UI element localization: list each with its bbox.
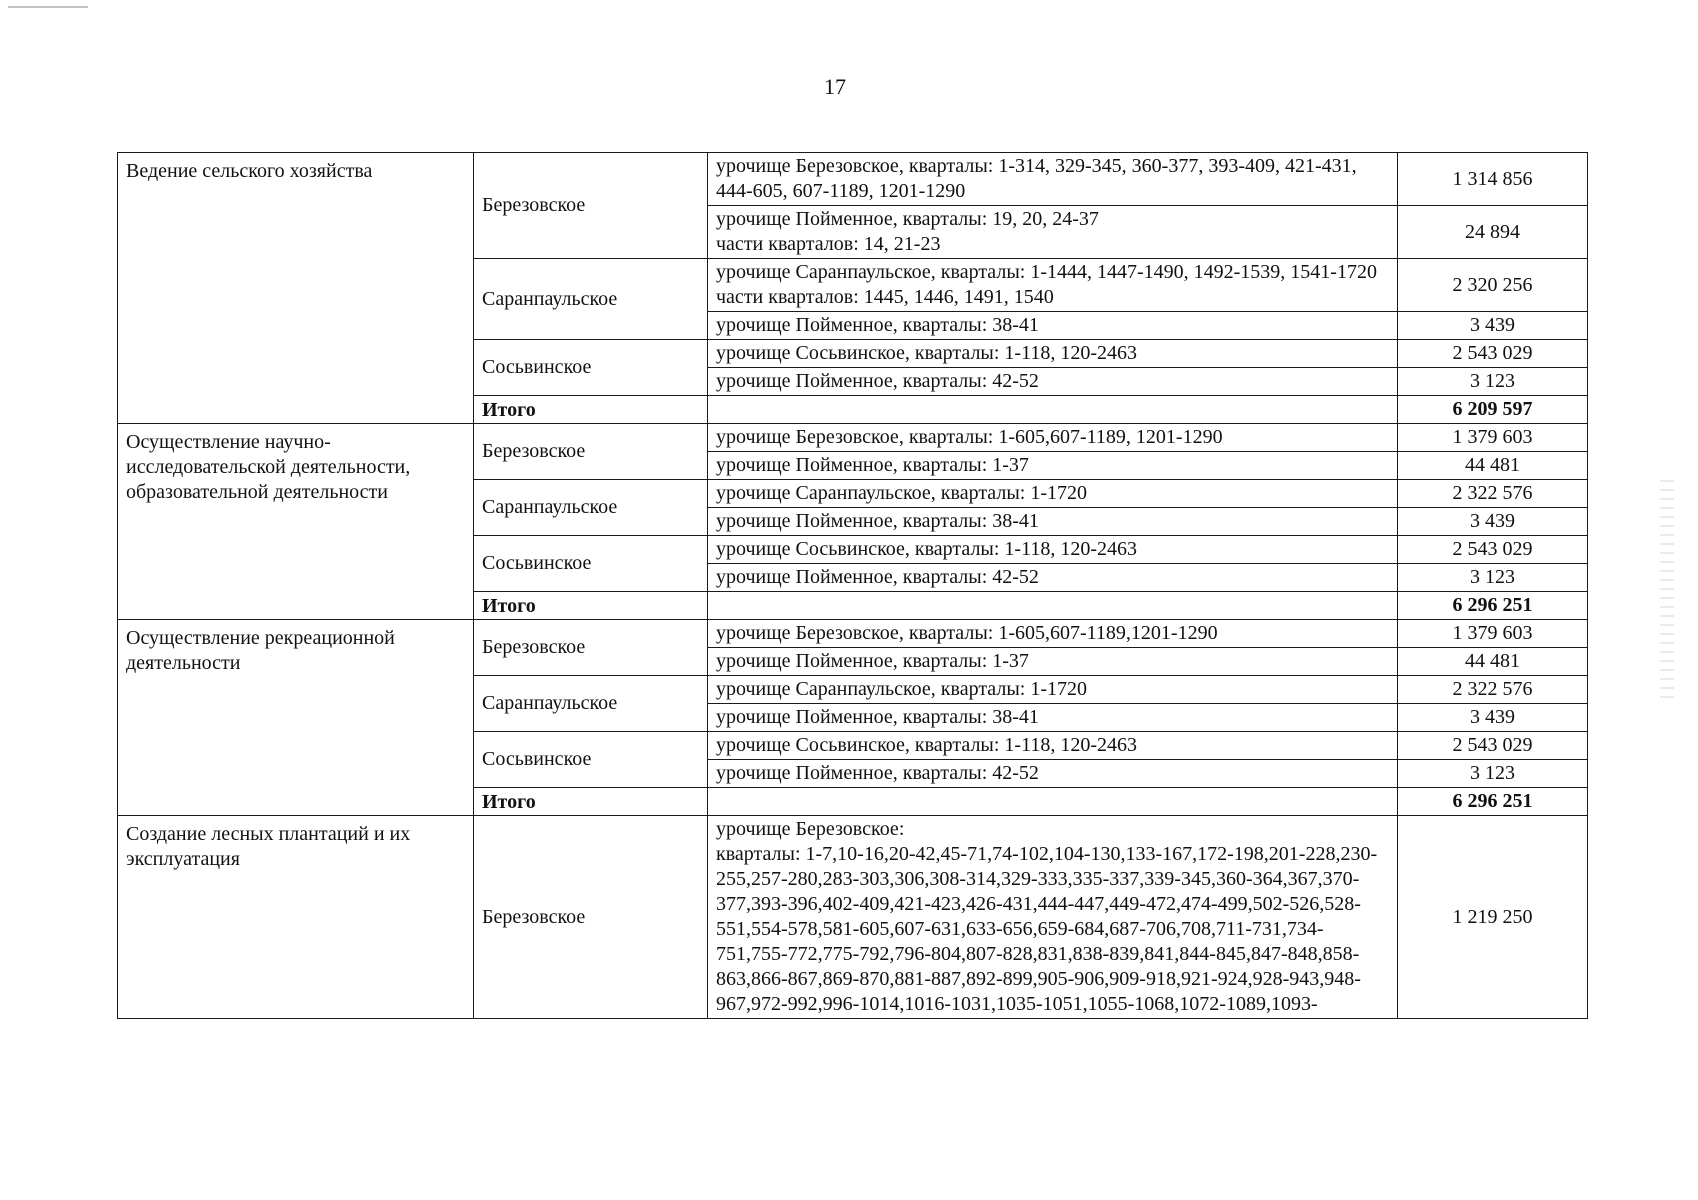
total-label: Итого bbox=[474, 396, 708, 424]
area-cell: 2 322 576 bbox=[1398, 480, 1588, 508]
location-cell: урочище Пойменное, кварталы: 42-52 bbox=[708, 564, 1398, 592]
location-cell: урочище Березовское, кварталы: 1-605,607-1189,1201-1290 bbox=[708, 620, 1398, 648]
forestry-cell: Сосьвинское bbox=[474, 340, 708, 396]
table-body bbox=[118, 153, 1588, 1019]
forestry-cell: Сосьвинское bbox=[474, 536, 708, 592]
location-cell: урочище Березовское, кварталы: 1-605,607-1189, 1201-1290 bbox=[708, 424, 1398, 452]
table-row bbox=[118, 424, 1588, 452]
area-cell: 1 314 856 bbox=[1398, 153, 1588, 206]
table-row bbox=[118, 620, 1588, 648]
purpose-cell: Ведение сельского хозяйства bbox=[118, 153, 474, 424]
forestry-cell: Березовское bbox=[474, 153, 708, 259]
empty-cell bbox=[708, 396, 1398, 424]
forestry-cell: Саранпаульское bbox=[474, 259, 708, 340]
area-cell: 3 123 bbox=[1398, 368, 1588, 396]
area-cell: 3 439 bbox=[1398, 704, 1588, 732]
area-cell: 1 219 250 bbox=[1398, 816, 1588, 1019]
area-cell: 3 439 bbox=[1398, 508, 1588, 536]
area-cell: 2 320 256 bbox=[1398, 259, 1588, 312]
location-cell: урочище Сосьвинское, кварталы: 1-118, 120-2463 bbox=[708, 536, 1398, 564]
area-cell: 3 123 bbox=[1398, 564, 1588, 592]
location-cell: урочище Пойменное, кварталы: 19, 20, 24-37 части кварталов: 14, 21-23 bbox=[708, 206, 1398, 259]
area-cell: 24 894 bbox=[1398, 206, 1588, 259]
area-cell: 3 439 bbox=[1398, 312, 1588, 340]
area-cell: 2 322 576 bbox=[1398, 676, 1588, 704]
purpose-cell: Создание лесных плантаций и их эксплуатация bbox=[118, 816, 474, 1019]
scan-artifact bbox=[8, 6, 88, 8]
forestry-cell: Сосьвинское bbox=[474, 732, 708, 788]
location-cell: урочище Березовское, кварталы: 1-314, 329-345, 360-377, 393-409, 421-431, 444-605, 607-1189, 1201-1290 bbox=[708, 153, 1398, 206]
area-cell: 44 481 bbox=[1398, 648, 1588, 676]
location-cell: урочище Пойменное, кварталы: 42-52 bbox=[708, 760, 1398, 788]
scan-artifact bbox=[1660, 480, 1674, 700]
total-value: 6 296 251 bbox=[1398, 788, 1588, 816]
purpose-cell: Осуществление рекреационной деятельности bbox=[118, 620, 474, 816]
location-cell: урочище Сосьвинское, кварталы: 1-118, 120-2463 bbox=[708, 732, 1398, 760]
location-cell: урочище Березовское: кварталы: 1-7,10-16,20-42,45-71,74-102,104-130,133-167,172-198,201-228,230-255,257-280,283-303,306,308-314,329-333,335-337,339-345,360-364,367,370-377,393-396,402-409,421-423,426-431,444-447,449-472,474-499,502-526,528-551,554-578,581-605,607-631,633-656,659-684,687-706,708,711-731,734-751,755-772,775-792,796-804,807-828,831,838-839,841,844-845,847-848,858-863,866-867,869-870,881-887,892-899,905-906,909-918,921-924,928-943,948-967,972-992,996-1014,1016-1031,1035-1051,1055-1068,1072-1089,1093- bbox=[708, 816, 1398, 1019]
empty-cell bbox=[708, 788, 1398, 816]
total-label: Итого bbox=[474, 788, 708, 816]
location-cell: урочище Пойменное, кварталы: 38-41 bbox=[708, 508, 1398, 536]
table-row bbox=[118, 816, 1588, 1019]
forestry-cell: Березовское bbox=[474, 816, 708, 1019]
area-cell: 1 379 603 bbox=[1398, 424, 1588, 452]
forestry-cell: Березовское bbox=[474, 424, 708, 480]
location-cell: урочище Саранпаульское, кварталы: 1-1444, 1447-1490, 1492-1539, 1541-1720 части кварталов: 1445, 1446, 1491, 1540 bbox=[708, 259, 1398, 312]
page-number: 17 bbox=[824, 74, 846, 99]
location-cell: урочище Пойменное, кварталы: 42-52 bbox=[708, 368, 1398, 396]
location-cell: урочище Саранпаульское, кварталы: 1-1720 bbox=[708, 676, 1398, 704]
total-label: Итого bbox=[474, 592, 708, 620]
area-cell: 2 543 029 bbox=[1398, 340, 1588, 368]
area-cell: 2 543 029 bbox=[1398, 536, 1588, 564]
area-cell: 44 481 bbox=[1398, 452, 1588, 480]
land-use-table bbox=[117, 152, 1588, 1019]
forestry-cell: Саранпаульское bbox=[474, 676, 708, 732]
location-cell: урочище Саранпаульское, кварталы: 1-1720 bbox=[708, 480, 1398, 508]
purpose-cell: Осуществление научно-исследовательской деятельности, образовательной деятельности bbox=[118, 424, 474, 620]
empty-cell bbox=[708, 592, 1398, 620]
table-row bbox=[118, 153, 1588, 206]
location-cell: урочище Пойменное, кварталы: 38-41 bbox=[708, 704, 1398, 732]
location-cell: урочище Пойменное, кварталы: 1-37 bbox=[708, 452, 1398, 480]
forestry-cell: Саранпаульское bbox=[474, 480, 708, 536]
area-cell: 3 123 bbox=[1398, 760, 1588, 788]
location-cell: урочище Пойменное, кварталы: 1-37 bbox=[708, 648, 1398, 676]
area-cell: 1 379 603 bbox=[1398, 620, 1588, 648]
location-cell: урочище Пойменное, кварталы: 38-41 bbox=[708, 312, 1398, 340]
forestry-cell: Березовское bbox=[474, 620, 708, 676]
total-value: 6 209 597 bbox=[1398, 396, 1588, 424]
total-value: 6 296 251 bbox=[1398, 592, 1588, 620]
location-cell: урочище Сосьвинское, кварталы: 1-118, 120-2463 bbox=[708, 340, 1398, 368]
area-cell: 2 543 029 bbox=[1398, 732, 1588, 760]
